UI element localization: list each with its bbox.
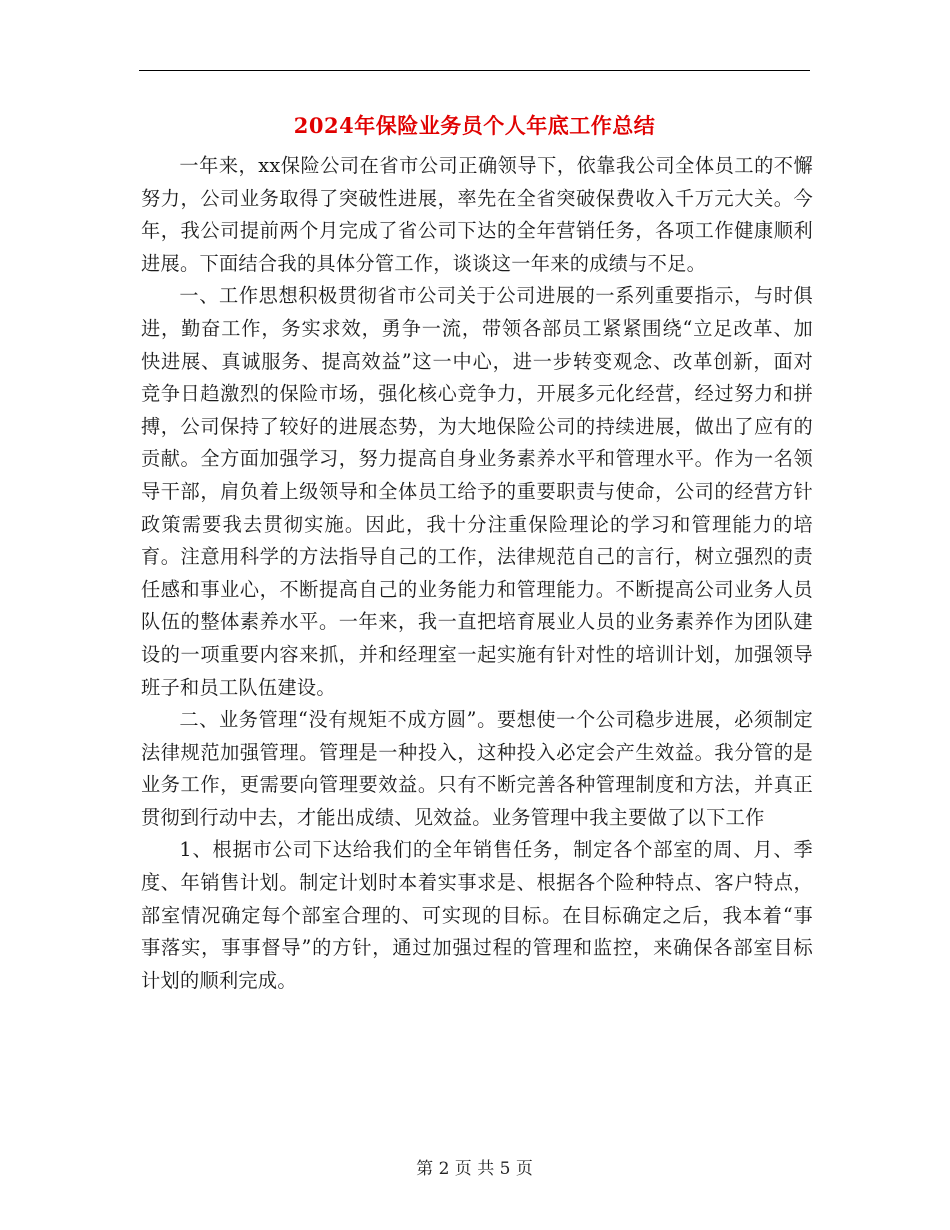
document-body xyxy=(141,150,813,997)
document-title: 2024年保险业务员个人年底工作总结 xyxy=(293,113,656,138)
header-rule xyxy=(139,70,810,71)
page-footer xyxy=(139,1154,810,1179)
paragraph-item-1: 1、根据市公司下达给我们的全年销售任务，制定各个部室的周、月、季度、年销售计划。制定计划时本着实事求是、根据各个险种特点、客户特点，部室情况确定每个部室合理的、可实现的目标。在目标确定之后，我本着“事事落实，事事督导”的方针，通过加强过程的管理和监控，来确保各部室目标计划的顺利完成。 xyxy=(141,838,813,992)
paragraph-section-1: 一、工作思想积极贯彻省市公司关于公司进展的一系列重要指示，与时俱进，勤奋工作，务实求效，勇争一流，带领各部员工紧紧围绕“立足改革、加快进展、真诚服务、提高效益”这一中心，进一步转变观念、改革创新，面对竞争日趋激烈的保险市场，强化核心竞争力，开展多元化经营，经过努力和拼搏，公司保持了较好的进展态势，为大地保险公司的持续进展，做出了应有的贡献。全方面加强学习，努力提高自身业务素养水平和管理水平。作为一名领导干部，肩负着上级领导和全体员工给予的重要职责与使命，公司的经营方针政策需要我去贯彻实施。因此，我十分注重保险理论的学习和管理能力的培育。注意用科学的方法指导自己的工作，法律规范自己的言行，树立强烈的责任感和事业心，不断提高自己的业务能力和管理能力。不断提高公司业务人员队伍的整体素养水平。一年来，我一直把培育展业人员的业务素养作为团队建设的一项重要内容来抓，并和经理室一起实施有针对性的培训计划，加强领导班子和员工队伍建设。 xyxy=(141,284,813,699)
page-number: 第 2 页 共 5 页 xyxy=(416,1159,533,1179)
paragraph-section-2: 二、业务管理“没有规矩不成方圆”。要想使一个公司稳步进展，必须制定法律规范加强管理。管理是一种投入，这种投入必定会产生效益。我分管的是业务工作，更需要向管理要效益。只有不断完善各种管理制度和方法，并真正贯彻到行动中去，才能出成绩、见效益。业务管理中我主要做了以下工作 xyxy=(141,708,813,829)
paragraph-intro: 一年来，xx保险公司在省市公司正确领导下，依靠我公司全体员工的不懈努力，公司业务取得了突破性进展，率先在全省突破保费收入千万元大关。今年，我公司提前两个月完成了省公司下达的全年营销任务，各项工作健康顺利进展。下面结合我的具体分管工作，谈谈这一年来的成绩与不足。 xyxy=(141,154,813,275)
